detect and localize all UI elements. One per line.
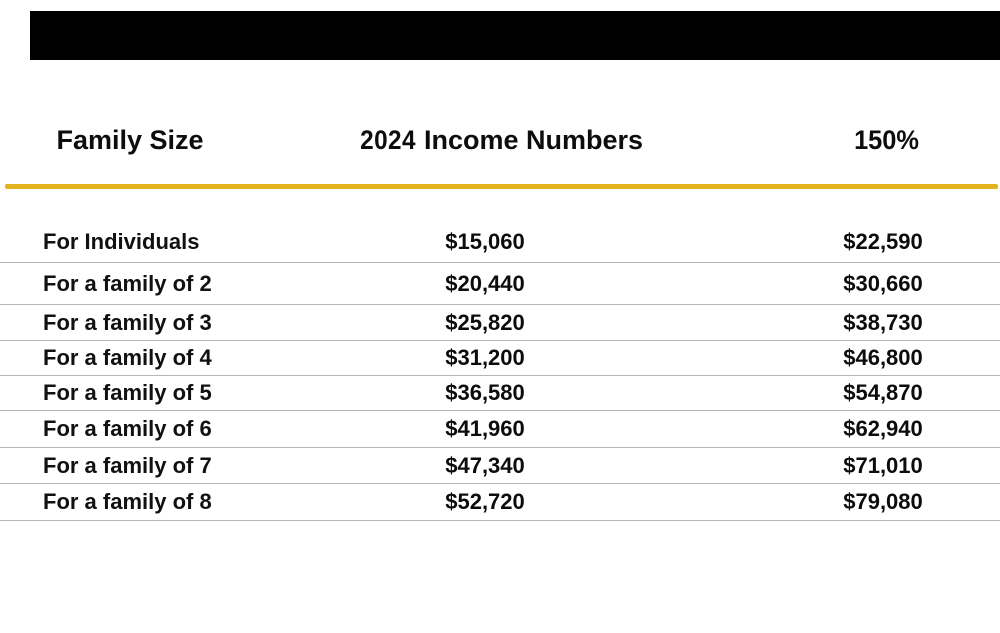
income-cell: $15,060 [445, 229, 525, 254]
column-header-150-percent [787, 116, 987, 164]
table-row-family-8 [0, 484, 1000, 521]
family-size-cell: For a family of 7 [43, 452, 212, 478]
income-cell: $20,440 [445, 270, 525, 296]
pct150-cell: $22,590 [843, 229, 923, 254]
pct150-cell: $71,010 [843, 452, 923, 478]
income-table [0, 189, 1000, 521]
pct150-cell: $54,870 [843, 380, 923, 405]
column-header-family-size [30, 116, 230, 164]
income-cell: $25,820 [445, 309, 525, 335]
table-row-family-6 [0, 411, 1000, 448]
pct150-cell: $38,730 [843, 309, 923, 335]
family-size-cell: For a family of 2 [43, 270, 212, 296]
column-header-income-numbers [350, 116, 650, 164]
income-cell: $52,720 [445, 489, 525, 514]
table-row-family-3 [0, 305, 1000, 341]
family-size-cell: For a family of 4 [43, 345, 212, 370]
income-cell: $36,580 [445, 380, 525, 405]
pct150-cell: $30,660 [843, 270, 923, 296]
pct150-cell: $62,940 [843, 416, 923, 441]
family-size-header-label: Family Size [56, 125, 204, 155]
table-row-family-4 [0, 341, 1000, 376]
family-size-cell: For a family of 5 [43, 380, 212, 405]
table-row-individuals [0, 189, 1000, 263]
pct150-cell: $46,800 [843, 345, 923, 370]
income-cell: $41,960 [445, 416, 525, 441]
table-row-family-7 [0, 448, 1000, 484]
table-row-family-2 [0, 263, 1000, 305]
pct150-cell: $79,080 [843, 489, 923, 514]
table-row-family-5 [0, 376, 1000, 411]
family-size-cell: For a family of 3 [43, 309, 212, 335]
family-size-cell: For a family of 8 [43, 489, 212, 514]
percent-header-label: 150% [854, 125, 920, 155]
income-cell: $31,200 [445, 345, 525, 370]
top-black-bar [30, 11, 1000, 60]
family-size-cell: For Individuals [43, 229, 200, 254]
income-header-year: 2024 [360, 125, 416, 155]
income-cell: $47,340 [445, 452, 525, 478]
family-size-cell: For a family of 6 [43, 416, 212, 441]
income-header-label: Income Numbers [424, 125, 644, 155]
